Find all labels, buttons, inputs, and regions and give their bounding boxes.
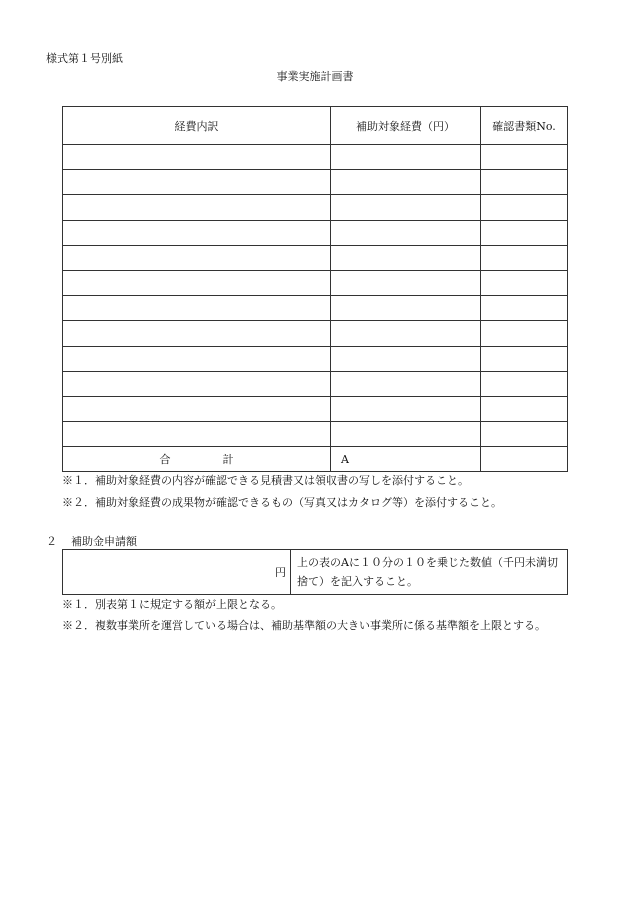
document-no-cell[interactable] [481,195,568,220]
table-row [63,220,568,245]
document-no-cell[interactable] [481,296,568,321]
document-no-cell[interactable] [481,245,568,270]
table-row [63,371,568,396]
expense-item-cell[interactable] [63,346,331,371]
header-document-no: 確認書類No. [481,107,568,145]
expense-item-cell[interactable] [63,170,331,195]
expense-item-cell[interactable] [63,145,331,170]
document-no-cell[interactable] [481,145,568,170]
eligible-amount-cell[interactable] [331,145,481,170]
total-label-right: 計 [222,453,234,467]
yen-unit: 円 [275,566,286,579]
total-row [63,447,568,472]
table-row [63,245,568,270]
plan-note-2: ※２．補助対象経費の成果物が確認できるもの（写真又はカタログ等）を添付すること。 [62,496,502,509]
table-row [63,170,568,195]
application-amount-description: 上の表のAに１０分の１０を乗じた数値（千円未満切捨て）を記入すること。 [291,550,568,595]
total-label-left: 合 [159,453,171,467]
eligible-amount-cell[interactable] [331,321,481,346]
expense-item-cell[interactable] [63,220,331,245]
form-number: 様式第１号別紙 [46,52,123,65]
document-no-cell[interactable] [481,321,568,346]
total-document-cell[interactable] [481,447,568,472]
eligible-amount-cell[interactable] [331,195,481,220]
table-header-row [63,107,568,145]
table-row [63,145,568,170]
document-no-cell[interactable] [481,371,568,396]
plan-note-1: ※１．補助対象経費の内容が確認できる見積書又は領収書の写しを添付すること。 [62,474,469,487]
table-row [63,396,568,421]
document-no-cell[interactable] [481,270,568,295]
expense-item-cell[interactable] [63,245,331,270]
section2-note-2: ※２．複数事業所を運営している場合は、補助基準額の大きい事業所に係る基準額を上限とする。 [62,619,546,632]
document-no-cell[interactable] [481,170,568,195]
section2-note-1: ※１．別表第１に規定する額が上限となる。 [62,598,282,611]
table-row [63,195,568,220]
expense-item-cell[interactable] [63,270,331,295]
application-amount-field[interactable] [63,550,291,595]
expense-item-cell[interactable] [63,371,331,396]
section2-heading [46,533,137,549]
document-title: 事業実施計画書 [276,70,354,83]
table-row [63,346,568,371]
table-row [63,321,568,346]
eligible-amount-cell[interactable] [331,396,481,421]
section2-number: ２ [46,535,57,548]
document-no-cell[interactable] [481,396,568,421]
eligible-amount-cell[interactable] [331,245,481,270]
header-eligible-expense: 補助対象経費（円） [331,107,481,145]
table-row [63,270,568,295]
eligible-amount-cell[interactable] [331,170,481,195]
expense-item-cell[interactable] [63,396,331,421]
total-label [63,447,331,472]
eligible-amount-cell[interactable] [331,346,481,371]
expense-item-cell[interactable] [63,321,331,346]
expense-item-cell[interactable] [63,422,331,447]
header-expense-breakdown: 経費内訳 [63,107,331,145]
document-no-cell[interactable] [481,346,568,371]
section2-title: 補助金申請額 [71,535,137,548]
table-row [63,296,568,321]
eligible-amount-cell[interactable] [331,220,481,245]
eligible-amount-cell[interactable] [331,270,481,295]
expense-plan-table [62,106,568,472]
expense-item-cell[interactable] [63,296,331,321]
eligible-amount-cell[interactable] [331,296,481,321]
application-amount-table [62,549,568,595]
expense-item-cell[interactable] [63,195,331,220]
eligible-amount-cell[interactable] [331,422,481,447]
table-row [63,422,568,447]
eligible-amount-cell[interactable] [331,371,481,396]
document-no-cell[interactable] [481,422,568,447]
document-no-cell[interactable] [481,220,568,245]
total-amount-cell[interactable]: A [331,447,481,472]
